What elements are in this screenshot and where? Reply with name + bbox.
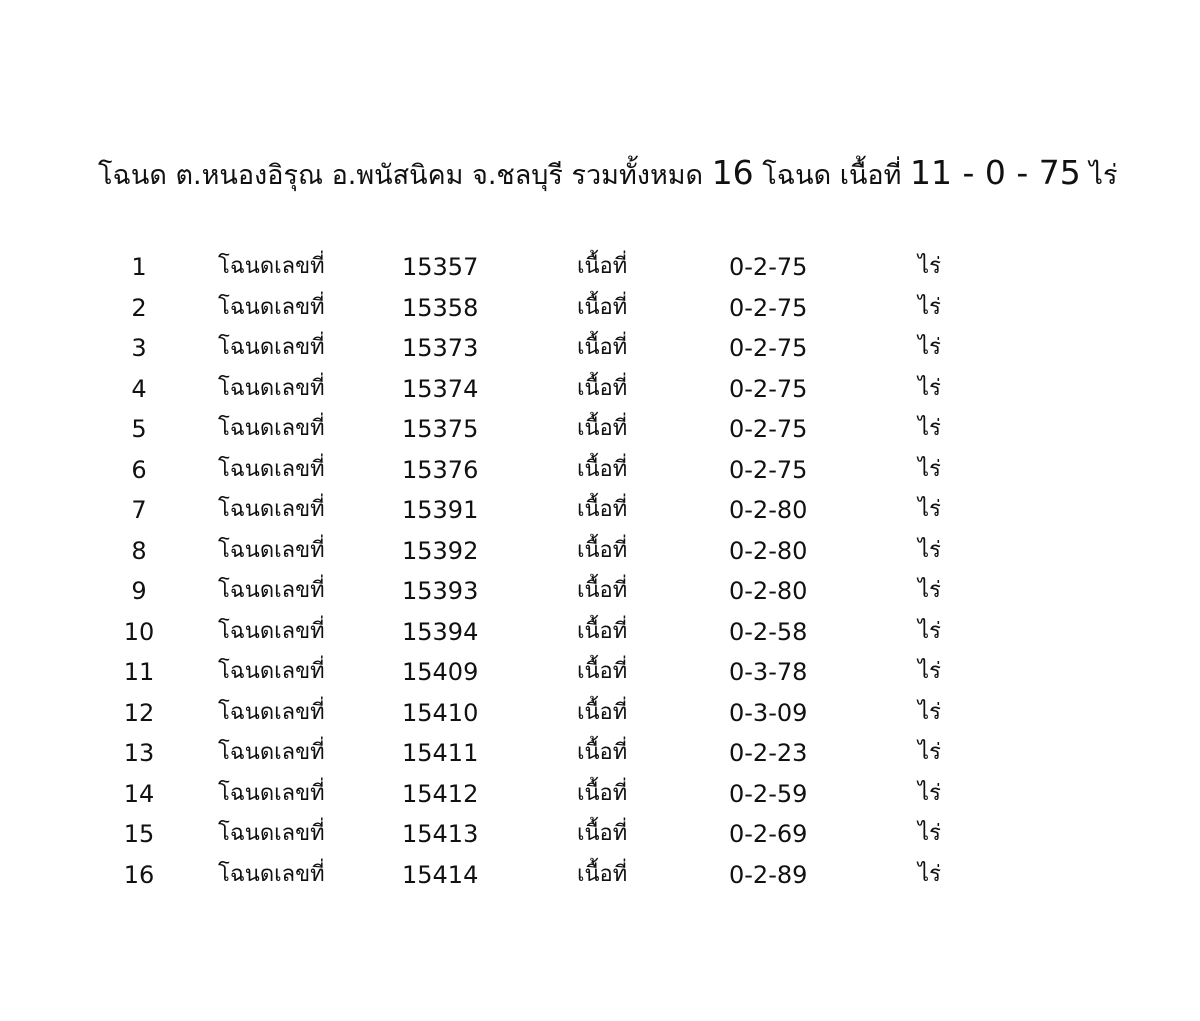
area-label: เนื้อที่ [577,821,628,846]
deed-number: 15414 [402,860,479,889]
area-value: 0-2-75 [729,334,808,362]
table-row [0,774,1200,815]
row-number: 11 [123,658,155,686]
deed-number-label: โฉนดเลขที่ [218,821,325,846]
area-value: 0-2-58 [729,617,808,646]
deed-number: 15410 [402,698,479,727]
deed-number: 15357 [402,253,479,281]
area-label: เนื้อที่ [577,659,628,684]
deed-number-label: โฉนดเลขที่ [218,537,325,563]
deed-number-label: โฉนดเลขที่ [218,740,325,765]
page-title [98,146,1138,200]
table-row [0,612,1200,653]
area-unit: ไร่ [918,497,941,522]
area-value: 0-2-75 [729,374,808,403]
area-unit: ไร่ [918,699,941,725]
table-row [0,571,1200,612]
title-deed-count: 16 [711,153,754,192]
area-value: 0-2-69 [729,820,808,848]
area-value: 0-2-80 [729,496,808,524]
area-label: เนื้อที่ [577,335,628,360]
title-middle: โฉนด เนื้อที่ [762,160,902,191]
area-label: เนื้อที่ [577,861,628,887]
table-row [0,733,1200,774]
deed-number: 15376 [402,455,479,484]
row-number: 12 [123,698,155,727]
row-number: 3 [131,334,147,362]
deed-number-label: โฉนดเลขที่ [218,375,325,401]
deed-number: 15393 [402,577,479,605]
area-unit: ไร่ [918,578,941,603]
deed-number-label: โฉนดเลขที่ [218,699,325,725]
area-value: 0-2-59 [729,779,808,808]
row-number: 2 [131,293,147,322]
deed-number-label: โฉนดเลขที่ [218,861,325,887]
row-number: 4 [131,374,147,403]
deed-list [0,247,1200,895]
area-value: 0-2-89 [729,860,808,889]
title-total-area: 11 - 0 - 75 [910,153,1081,192]
area-unit: ไร่ [918,294,941,320]
area-unit: ไร่ [918,659,941,684]
table-row [0,409,1200,450]
deed-number: 15412 [402,779,479,808]
row-number: 1 [131,253,147,281]
deed-number: 15392 [402,536,479,565]
deed-number-label: โฉนดเลขที่ [218,294,325,320]
area-value: 0-2-23 [729,739,808,767]
table-row [0,531,1200,572]
row-number: 15 [123,820,155,848]
area-value: 0-3-78 [729,658,808,686]
title-unit: ไร่ [1089,160,1118,191]
area-label: เนื้อที่ [577,375,628,401]
area-value: 0-2-80 [729,577,808,605]
deed-number-label: โฉนดเลขที่ [218,335,325,360]
area-unit: ไร่ [918,537,941,563]
area-unit: ไร่ [918,335,941,360]
table-row [0,288,1200,329]
deed-number: 15374 [402,374,479,403]
deed-number-label: โฉนดเลขที่ [218,780,325,806]
row-number: 5 [131,415,147,443]
deed-number-label: โฉนดเลขที่ [218,618,325,644]
row-number: 7 [131,496,147,524]
row-number: 10 [123,617,155,646]
area-unit: ไร่ [918,618,941,644]
area-label: เนื้อที่ [577,497,628,522]
deed-number: 15375 [402,415,479,443]
area-unit: ไร่ [918,375,941,401]
table-row [0,450,1200,491]
area-label: เนื้อที่ [577,618,628,644]
row-number: 13 [123,739,155,767]
row-number: 8 [131,536,147,565]
area-label: เนื้อที่ [577,740,628,765]
deed-number: 15411 [402,739,479,767]
area-value: 0-3-09 [729,698,808,727]
deed-number: 15391 [402,496,479,524]
area-unit: ไร่ [918,780,941,806]
deed-number: 15413 [402,820,479,848]
area-label: เนื้อที่ [577,294,628,320]
area-label: เนื้อที่ [577,416,628,441]
table-row [0,328,1200,369]
deed-number-label: โฉนดเลขที่ [218,578,325,603]
table-row [0,652,1200,693]
area-value: 0-2-75 [729,415,808,443]
deed-number-label: โฉนดเลขที่ [218,254,325,279]
deed-number: 15394 [402,617,479,646]
area-unit: ไร่ [918,861,941,887]
area-unit: ไร่ [918,416,941,441]
area-label: เนื้อที่ [577,254,628,279]
deed-number: 15358 [402,293,479,322]
row-number: 14 [123,779,155,808]
area-unit: ไร่ [918,254,941,279]
area-value: 0-2-75 [729,455,808,484]
area-unit: ไร่ [918,456,941,482]
table-row [0,247,1200,288]
table-row [0,855,1200,896]
table-row [0,693,1200,734]
area-value: 0-2-75 [729,253,808,281]
table-row [0,369,1200,410]
area-value: 0-2-80 [729,536,808,565]
title-prefix: โฉนด ต.หนองอิรุณ อ.พนัสนิคม จ.ชลบุรี รวมทั้งหมด [98,160,704,191]
area-label: เนื้อที่ [577,699,628,725]
row-number: 9 [131,577,147,605]
area-unit: ไร่ [918,740,941,765]
deed-number-label: โฉนดเลขที่ [218,416,325,441]
area-value: 0-2-75 [729,293,808,322]
deed-number-label: โฉนดเลขที่ [218,497,325,522]
deed-number-label: โฉนดเลขที่ [218,659,325,684]
deed-number: 15373 [402,334,479,362]
deed-number-label: โฉนดเลขที่ [218,456,325,482]
row-number: 6 [131,455,147,484]
area-label: เนื้อที่ [577,578,628,603]
area-label: เนื้อที่ [577,537,628,563]
area-unit: ไร่ [918,821,941,846]
row-number: 16 [123,860,155,889]
deed-number: 15409 [402,658,479,686]
area-label: เนื้อที่ [577,780,628,806]
table-row [0,490,1200,531]
table-row [0,814,1200,855]
area-label: เนื้อที่ [577,456,628,482]
